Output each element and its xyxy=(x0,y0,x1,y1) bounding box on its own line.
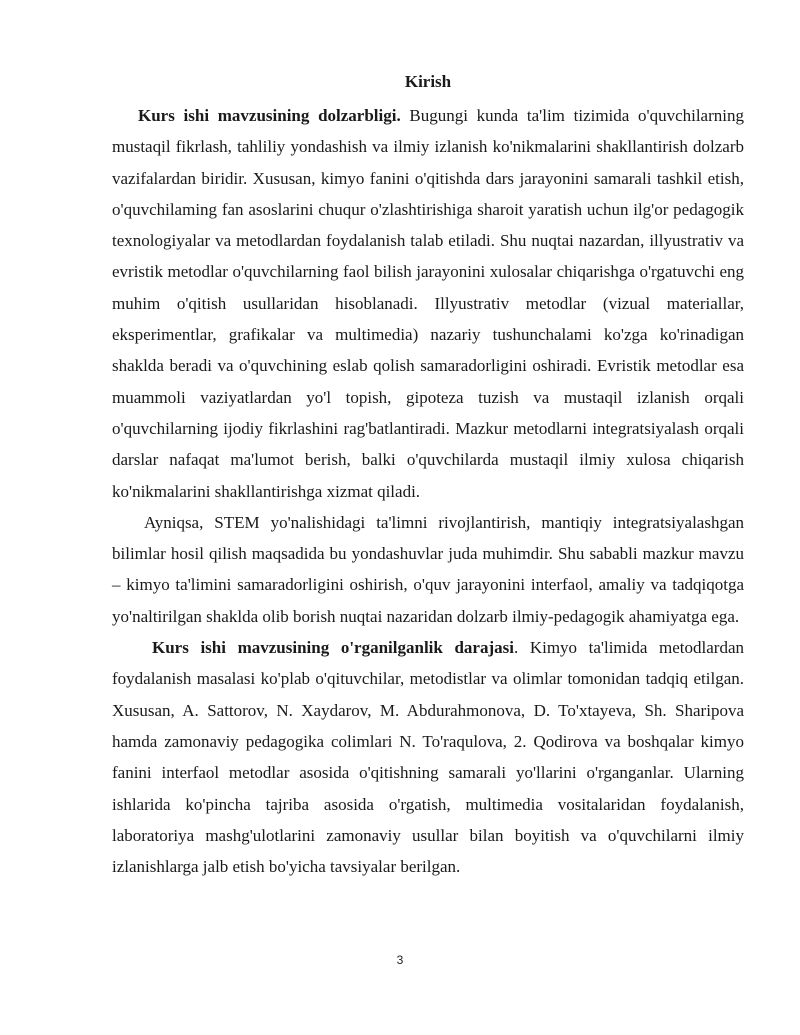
paragraph-body-stem: Ayniqsa, STEM yo'nalishidagi ta'limni rivojlantirish, mantiqiy integratsiyalashgan bilimlar hosil qilish maqsadida bu yondashuvlar juda muhimdir. Shu sababli mazkur mavzu – kimyo ta'limini samaradorligini oshirish, o'quv jarayonini interfaol, amaliy va tadqiqotga yo'naltirilgan shaklda olib borish nuqtai nazaridan dolzarb ilmiy-pedagogik ahamiyatga ega. xyxy=(112,512,744,626)
document-page xyxy=(112,70,744,882)
paragraph-lead-study-level: Kurs ishi mavzusining o'rganilganlik darajasi xyxy=(152,638,514,658)
paragraph-relevance xyxy=(112,100,744,507)
page-number: 3 xyxy=(396,953,404,967)
page-title: Kirish xyxy=(404,72,452,91)
paragraph-body-study-level: . Kimyo ta'limida metodlardan foydalanish masalasi ko'plab o'qituvchilar, metodistlar va olimlar tomonidan tadqiq etilgan. Xususan, A. Sattorov, N. Xaydarov, M. Abdurahmonova, D. To'xtayeva, Sh. Sharipova hamda zamonaviy pedagogika colimlari N. To'raqulova, 2. Qodirova va boshqalar kimyo fanini interfaol metodlar asosida o'qitishning samarali yo'llarini o'rganganlar. Ularning ishlarida ko'pincha tajriba asosida o'rgatish, multimedia vositalaridan foydalanish, laboratoriya mashg'ulotlarini zamonaviy usullar bilan boyitish va o'quvchilarni ilmiy izlanishlarga jalb etish bo'yicha tavsiyalar berilgan. xyxy=(112,638,744,877)
paragraph-lead-relevance: Kurs ishi mavzusining dolzarbligi. xyxy=(138,106,401,125)
paragraph-body-relevance: Bugungi kunda ta'lim tizimida o'quvchilarning mustaqil fikrlash, tahliliy yondashish va ilmiy izlanish ko'nikmalarini shakllantirish dolzarb vazifalardan biridir. Xususan, kimyo fanini o'qitishda dars jarayonini samarali tashkil etish, o'quvchilaming fan asoslarini chuqur o'zlashtirishiga sharoit yaratish uchun ilg'or pedagogik texnologiyalar va metodlardan foydalanish talab etiladi. Shu nuqtai nazardan, illyustrativ va evristik metodlar o'quvchilarning faol bilish jarayonini xulosalar chiqarishga o'rgatuvchi eng muhim o'qitish usullaridan hisoblanadi. Illyustrativ metodlar (vizual materiallar, eksperimentlar, grafikalar va multimedia) nazariy tushunchalami ko'zga ko'rinadigan shaklda beradi va o'quvchining eslab qolish samaradorligini oshiradi. Evristik metodlar esa muammoli vaziyatlardan yo'l topish, gipoteza tuzish va mustaqil izlanish orqali o'quvchilarning ijodiy fikrlashini rag'batlantiradi. Mazkur metodlarni integratsiyalash orqali darslar nafaqat ma'lumot berish, balki o'quvchilarda mustaqil ilmiy xulosa chiqarish ko'nikmalarini shakllantirishga xizmat qiladi. xyxy=(112,106,744,501)
paragraph-stem xyxy=(112,507,744,632)
paragraph-study-level xyxy=(112,632,744,882)
